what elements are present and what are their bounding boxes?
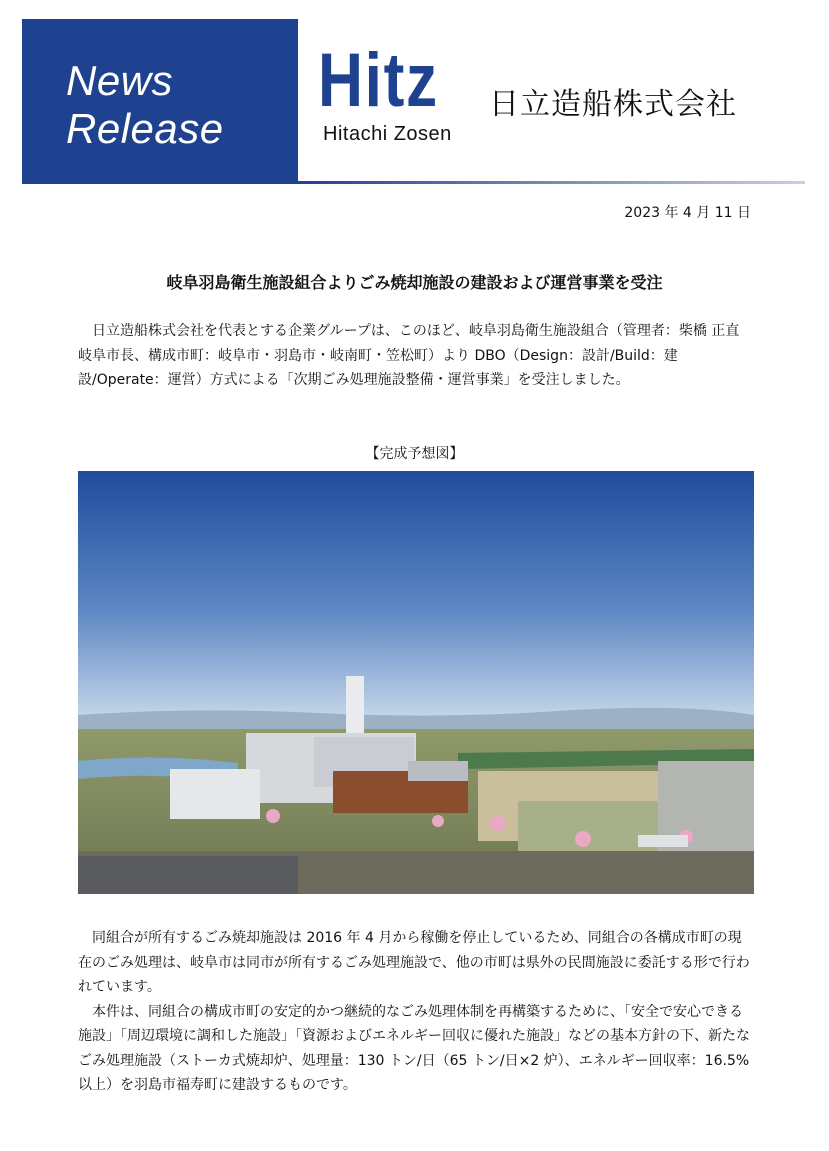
news-label-line1: News (66, 57, 174, 104)
release-date: 2023 年 4 月 11 日 (624, 205, 751, 221)
header-divider (22, 181, 805, 184)
intro-paragraph (78, 319, 750, 393)
body-paragraph-2: 本件は、同組合の構成市町の安定的かつ継続的なごみ処理体制を再構築するために、「安全で安心できる施設」「周辺環境に調和した施設」「資源およびエネルギー回収に優れた施設」などの基本方針の下、新たなごみ処理施設（ストーカ式焼却炉、処理量：130 トン/日（65 トン/日×2 炉）、エネルギー回収率：16.5%以上）を羽島市福寿町に建設するものです。 (78, 1003, 750, 1093)
figure-caption: 【完成予想図】 (365, 446, 464, 462)
intro-text: 日立造船株式会社を代表とする企業グループは、このほど、岐阜羽島衛生施設組合（管理者：柴橋 正直 岐阜市長、構成市町：岐阜市・羽島市・岐南町・笠松町）より DBO（Design：設計/Build：建設/Operate：運営）方式による「次期ごみ処理施設整備・運営事業」を受注しました。 (78, 323, 740, 388)
news-release-label (66, 57, 224, 153)
news-release-header (22, 19, 805, 185)
hitz-logo: Hitz (318, 38, 439, 123)
body-paragraph-1: 同組合が所有するごみ焼却施設は 2016 年 4 月から稼働を停止しているため、同組合の各構成市町の現在のごみ処理は、岐阜市は同市が所有するごみ処理施設で、他の市町は県外の民間施設に委託する形で行われています。 (78, 930, 750, 995)
facility-rendering-illustration (78, 471, 754, 894)
news-release-banner (22, 19, 298, 182)
company-name: 日立造船株式会社 (489, 87, 737, 122)
body-text (78, 926, 750, 1098)
hitz-logo-subtitle: Hitachi Zosen (323, 123, 452, 145)
news-label-line2: Release (66, 105, 224, 152)
page-title: 岐阜羽島衛生施設組合よりごみ焼却施設の建設および運営事業を受注 (166, 273, 663, 292)
facility-rendering-image (78, 471, 754, 894)
